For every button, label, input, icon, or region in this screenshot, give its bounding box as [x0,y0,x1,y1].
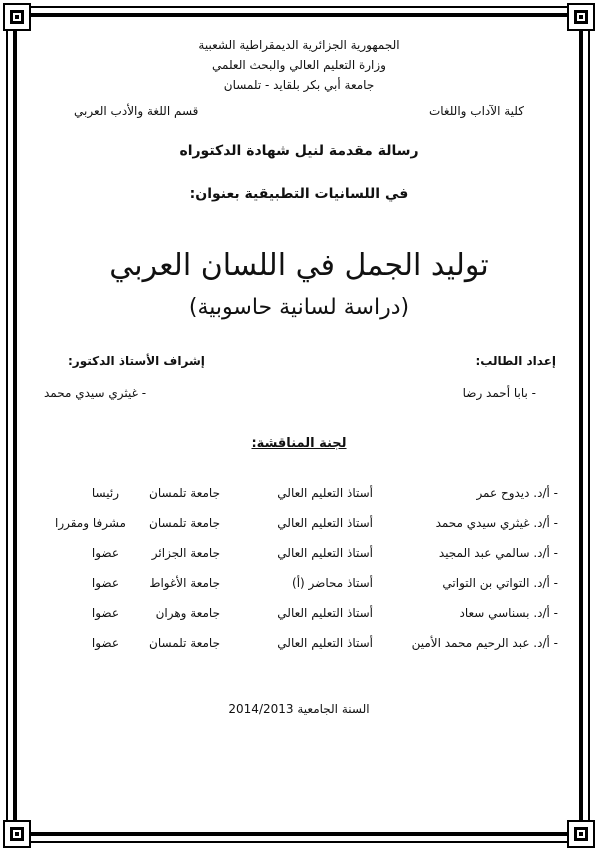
corner-ornament-icon [567,3,595,31]
member-name: - أ/د. بسناسي سعاد [459,606,558,620]
member-rank: أستاذ التعليم العالي [277,606,373,620]
thesis-purpose: رسالة مقدمة لنيل شهادة الدكتوراه [179,143,419,159]
department-line: قسم اللغة والأدب العربي [74,104,199,118]
member-name: - أ/د. غيثري سيدي محمد [435,516,558,530]
member-role: عضوا [91,546,119,560]
member-role: رئيسا [91,486,119,500]
faculty-line: كلية الآداب واللغات [428,104,524,118]
corner-ornament-icon [3,3,31,31]
member-rank: أستاذ التعليم العالي [277,516,373,530]
corner-ornament-icon [3,820,31,848]
table-row [0,636,598,654]
ministry-line: وزارة التعليم العالي والبحث العلمي [212,58,386,72]
member-rank: أستاذ محاضر (أ) [292,576,373,590]
member-university: جامعة تلمسان [149,636,220,650]
member-university: جامعة الأغواط [149,576,220,590]
corner-ornament-icon [567,820,595,848]
student-name: - بابا أحمد رضا [462,386,536,400]
member-university: جامعة تلمسان [149,486,220,500]
member-university: جامعة تلمسان [149,516,220,530]
member-name: - أ/د. ديدوح عمر [476,486,558,500]
member-university: جامعة الجزائر [151,546,220,560]
prepared-label: إعداد الطالب: [475,354,556,368]
thesis-subtitle: (دراسة لسانية حاسوبية) [188,295,410,320]
member-name: - أ/د. التواتي بن التواتي [442,576,558,590]
supervisor-name: - غيثري سيدي محمد [44,386,147,400]
committee-label: لجنة المناقشة: [251,436,347,451]
member-name: - أ/د. سالمي عبد المجيد [438,546,558,560]
supervisor-label: إشراف الأستاذ الدكتور: [68,354,205,368]
member-role: عضوا [91,636,119,650]
table-row [0,606,598,624]
member-role: عضوا [91,576,119,590]
academic-year: السنة الجامعية 2014/2013 [228,702,370,716]
member-role: عضوا [91,606,119,620]
member-name: - أ/د. عبد الرحيم محمد الأمين [411,636,558,650]
republic-line: الجمهورية الجزائرية الديمقراطية الشعبية [198,38,400,52]
table-row [0,546,598,564]
table-row [0,576,598,594]
thesis-field: في اللسانيات التطبيقية بعنوان: [189,186,409,202]
member-rank: أستاذ التعليم العالي [277,546,373,560]
member-rank: أستاذ التعليم العالي [277,486,373,500]
member-role: مشرفا ومقررا [54,516,126,530]
table-row [0,486,598,504]
member-rank: أستاذ التعليم العالي [277,636,373,650]
university-line: جامعة أبي بكر بلقايد - تلمسان [223,78,375,92]
member-university: جامعة وهران [155,606,220,620]
table-row [0,516,598,534]
thesis-title: توليد الجمل في اللسان العربي [109,248,489,283]
